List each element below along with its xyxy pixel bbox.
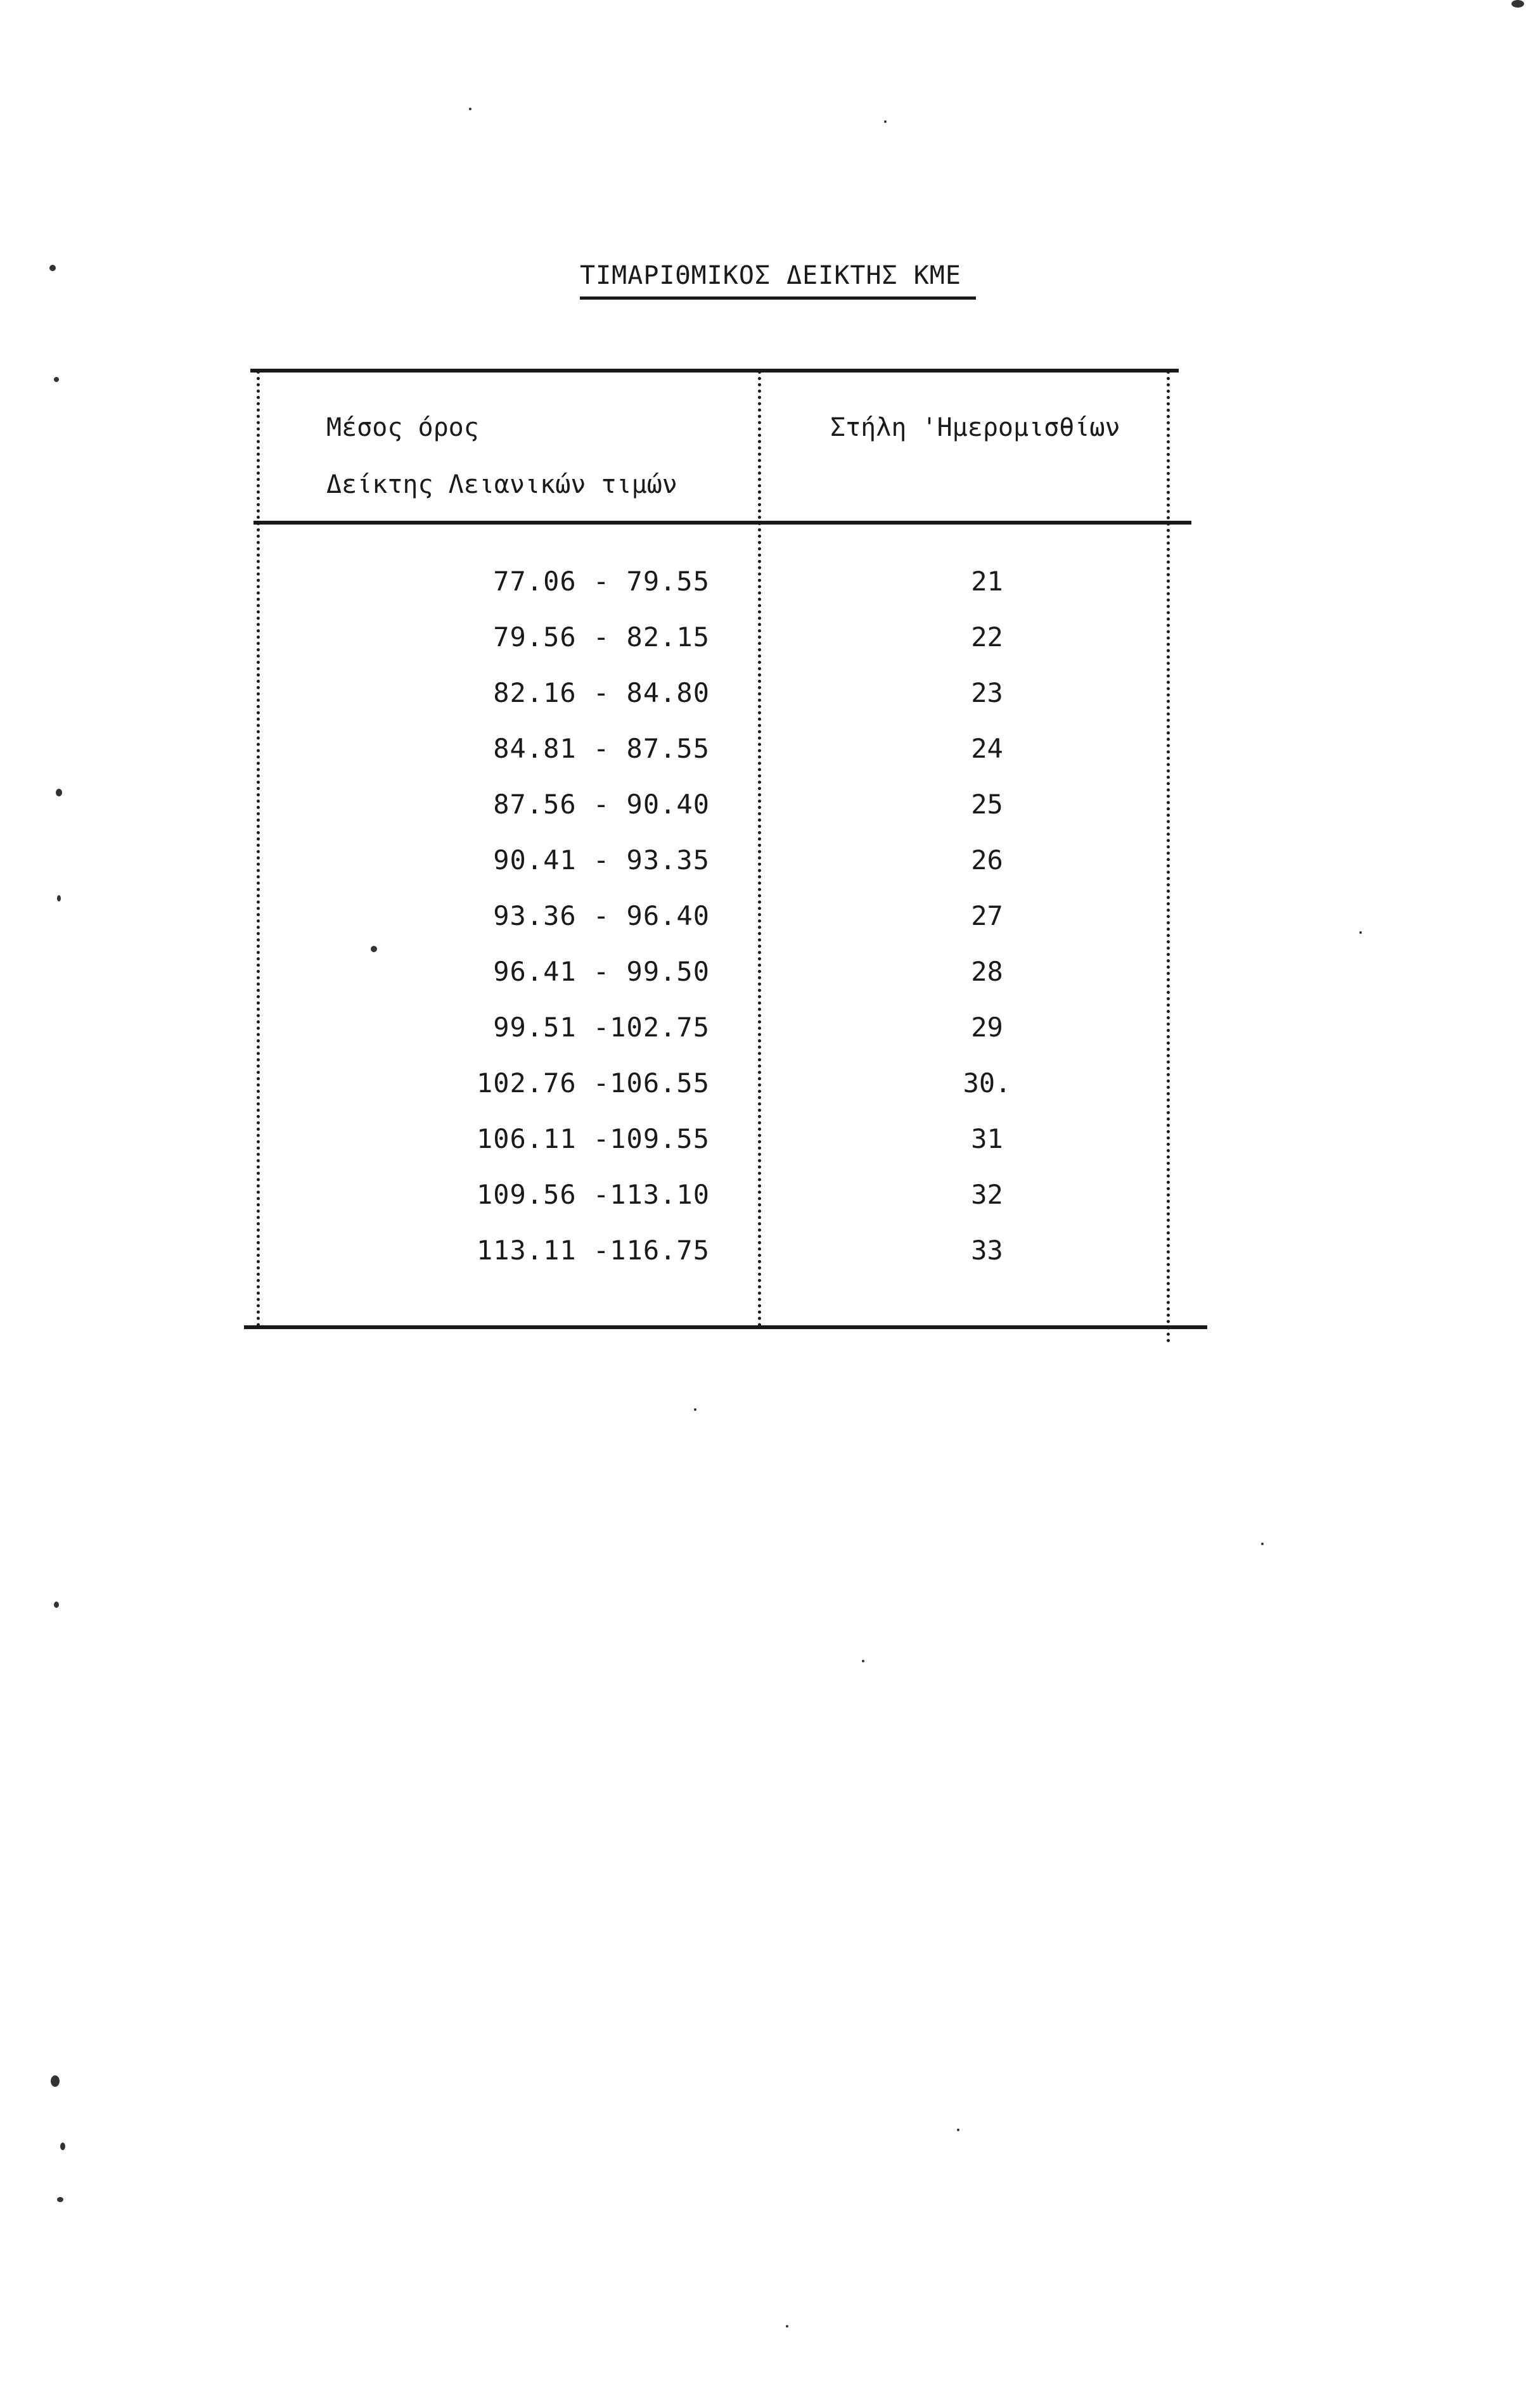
table-right-border [1167,371,1170,1343]
scan-speck [57,895,61,901]
scan-speck [54,377,59,382]
scan-speck [51,2075,60,2087]
row-index-range: 82.16 - 84.80 [493,677,710,708]
scan-speck [371,946,377,952]
scan-speck [957,2129,959,2131]
table-column-divider [758,371,761,1327]
row-wage-column: 28 [971,956,1003,987]
row-index-range: 77.06 - 79.55 [493,566,710,597]
row-index-range: 96.41 - 99.50 [493,956,710,987]
row-wage-column: 22 [971,621,1003,653]
table-header-rule [253,521,1191,525]
row-wage-column: 24 [971,733,1003,764]
scan-speck [57,2197,63,2202]
table-left-border [257,371,260,1327]
page-title: ΤΙΜΑΡΙΘΜΙΚΟΣ ΔΕΙΚΤΗΣ ΚΜΕ [580,261,961,290]
row-index-range: 102.76 -106.55 [476,1067,710,1099]
row-index-range: 79.56 - 82.15 [493,621,710,653]
scan-speck [1511,0,1524,8]
scan-speck [60,2143,65,2150]
scan-speck [56,789,62,796]
row-wage-column: 32 [971,1179,1003,1210]
row-wage-column: 21 [971,566,1003,597]
scan-speck [884,120,887,123]
row-index-range: 99.51 -102.75 [493,1012,710,1043]
row-wage-column: 23 [971,677,1003,708]
row-wage-column: 27 [971,900,1003,931]
title-underline [580,296,976,300]
scan-speck [1261,1543,1264,1545]
row-wage-column: 30. [963,1067,1011,1099]
scan-speck [54,1602,59,1608]
header-wage-column-label: Στήλη 'Ημερομισθίων [830,413,1120,442]
row-wage-column: 33 [971,1235,1003,1266]
row-index-range: 113.11 -116.75 [476,1235,710,1266]
row-wage-column: 31 [971,1123,1003,1154]
row-index-range: 106.11 -109.55 [476,1123,710,1154]
row-wage-column: 25 [971,789,1003,820]
scan-speck [1359,931,1362,934]
scan-speck [49,265,56,271]
header-retail-index-label: Δείκτης Λειανικών τιμών [326,470,677,499]
row-index-range: 93.36 - 96.40 [493,900,710,931]
scan-speck [469,108,471,110]
row-index-range: 90.41 - 93.35 [493,844,710,876]
row-index-range: 87.56 - 90.40 [493,789,710,820]
row-wage-column: 26 [971,844,1003,876]
table-bottom-rule [244,1325,1207,1329]
table-top-rule [250,369,1179,373]
row-index-range: 109.56 -113.10 [476,1179,710,1210]
scan-speck [786,2325,788,2328]
header-mean-label: Μέσος όρος [326,413,479,442]
row-wage-column: 29 [971,1012,1003,1043]
scan-speck [694,1408,696,1411]
row-index-range: 84.81 - 87.55 [493,733,710,764]
scan-speck [862,1660,864,1662]
